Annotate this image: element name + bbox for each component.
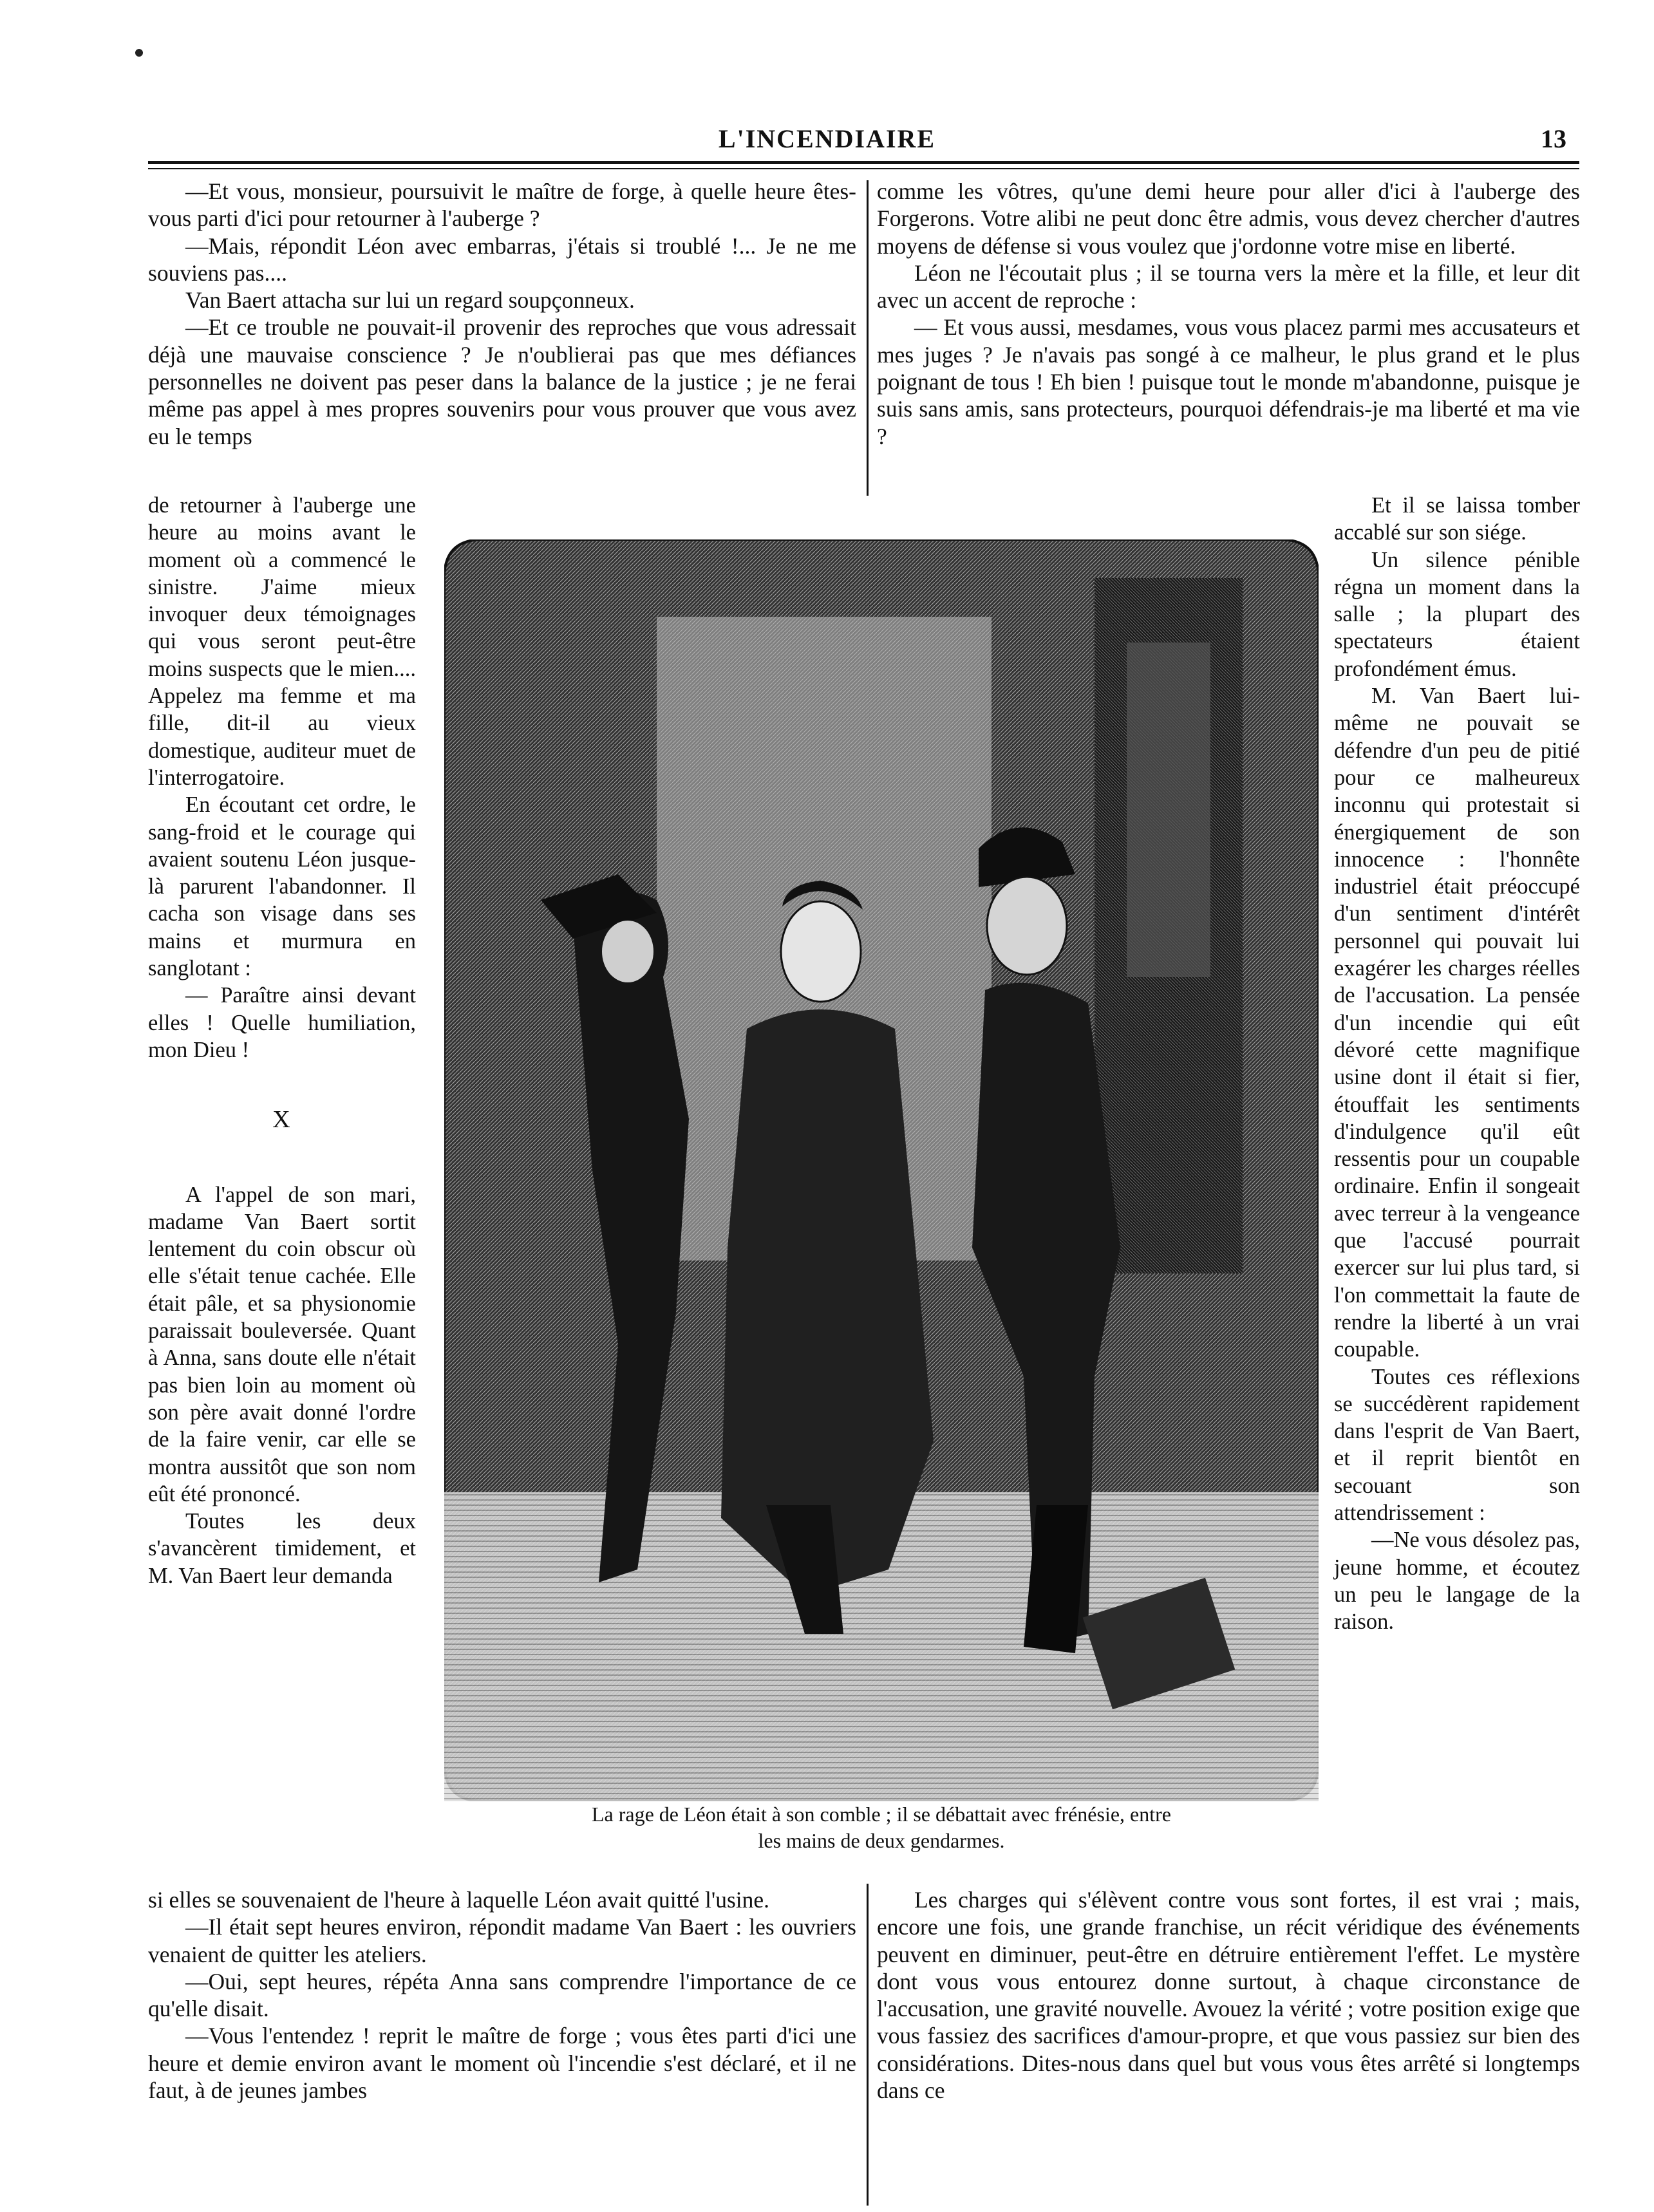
paragraph: —Il était sept heures environ, répondit madame Van Baert : les ouvriers venaient de quitter les ateliers.: [148, 1914, 856, 1967]
paragraph: Et il se laissa tomber accablé sur son siége.: [1334, 493, 1580, 545]
right-column-top: [877, 178, 1580, 450]
header-rule-thin: [148, 168, 1579, 169]
right-narrow-column: [1334, 492, 1580, 1635]
paragraph: Toutes les deux s'avancèrent timidement, et M. Van Baert leur demanda: [148, 1509, 416, 1588]
paragraph: comme les vôtres, qu'une demi heure pour aller d'ici à l'auberge des Forgerons. Votre alibi ne peut donc être admis, vous devez chercher d'autres moyens de défense si vous voulez que j'ordonne votre mise en liberté.: [877, 178, 1580, 259]
ink-speck: [135, 49, 143, 57]
paragraph: —Mais, répondit Léon avec embarras, j'étais si troublé !... Je ne me souviens pas....: [148, 232, 856, 286]
left-column-top: [148, 178, 856, 450]
caption-line: La rage de Léon était à son comble ; il se débattait avec frénésie, entre: [591, 1803, 1171, 1826]
engraving-illustration: [444, 539, 1319, 1801]
page-number: 13: [1541, 124, 1566, 153]
paragraph: — Paraître ainsi devant elles ! Quelle humiliation, mon Dieu !: [148, 983, 416, 1062]
paragraph: Toutes ces réflexions se succédèrent rapidement dans l'esprit de Van Baert, et il reprit bientôt en secouant son attendrissement :: [1334, 1364, 1580, 1525]
running-title: L'INCENDIAIRE: [718, 124, 936, 153]
paragraph: —Et ce trouble ne pouvait-il provenir des reproches que vous adressait déjà une mauvaise conscience ? Je n'oublierai pas que mes défiances personnelles ne doivent pas peser dans la balance de la justice ; je ne ferai même pas appel à mes propres souvenirs pour vous prouver que vous avez eu le temps: [148, 314, 856, 449]
paragraph: —Vous l'entendez ! reprit le maître de forge ; vous êtes parti d'ici une heure et demie environ avant le moment où l'incendie s'est déclaré, et il ne faut, à de jeunes jambes: [148, 2023, 856, 2104]
paragraph: M. Van Baert lui-même ne pouvait se défendre d'un peu de pitié pour ce malheureux inconnu qui protestait si énergiquement de son innocence : l'honnête industriel était préoccupé d'un sentiment d'intérêt personnel qui pouvait lui exagérer les charges réelles de l'accusation. La pensée d'un incendie qui eût dévoré cette magnifique usine dont il était si fier, étouffait les sentiments d'indulgence qu'il eût ressentis pour un coupable ordinaire. Enfin il songeait avec terreur à la vengeance que l'accusé pourrait exercer sur lui plus tard, si l'on commettait la faute de rendre la liberté à un vrai coupable.: [1334, 684, 1580, 1362]
paragraph: — Et vous aussi, mesdames, vous vous placez parmi mes accusateurs et mes juges ? Je n'avais pas songé à ce malheur, le plus grand et le plus poignant de tous ! Eh bien ! puisque tout le monde m'abandonne, puisque je suis sans amis, sans protecteurs, pourquoi défendrais-je ma liberté et ma vie ?: [877, 314, 1580, 449]
paragraph: —Oui, sept heures, répéta Anna sans comprendre l'importance de ce qu'elle disait.: [148, 1968, 856, 2022]
header-rule-thick: [148, 161, 1579, 164]
column-divider-bottom: [867, 1884, 869, 2206]
paragraph: Un silence pénible régna un moment dans la salle ; la plupart des spectateurs étaient profondément émus.: [1334, 547, 1580, 681]
caption-line: les mains de deux gendarmes.: [758, 1829, 1005, 1852]
paragraph: Léon ne l'écoutait plus ; il se tourna vers la mère et la fille, et leur dit avec un accent de reproche :: [877, 259, 1580, 314]
left-narrow-column: [148, 492, 416, 1589]
left-column-bottom: [148, 1886, 856, 2104]
chapter-heading: X: [272, 1106, 292, 1134]
paragraph: Van Baert attacha sur lui un regard soupçonneux.: [185, 287, 635, 314]
paragraph: —Et vous, monsieur, poursuivit le maître de forge, à quelle heure êtes-vous parti d'ici pour retourner à l'auberge ?: [148, 178, 856, 232]
illustration-caption: [438, 1801, 1325, 1854]
paragraph: de retourner à l'auberge une heure au moins avant le moment où a commencé le sinistre. J'aime mieux invoquer deux témoignages qui vous seront peut-être moins suspects que le mien.... Appelez ma femme et ma fille, dit-il au vieux domestique, auditeur muet de l'interrogatoire.: [148, 493, 416, 790]
right-column-bottom: [877, 1886, 1580, 2104]
paragraph: En écoutant cet ordre, le sang-froid et le courage qui avaient soutenu Léon jusque-là parurent l'abandonner. Il cacha son visage dans ses mains et murmura en sanglotant :: [148, 792, 416, 981]
column-divider-top: [867, 180, 869, 496]
paragraph: A l'appel de son mari, madame Van Baert sortit lentement du coin obscur où elle s'était tenue cachée. Elle était pâle, et sa physionomie paraissait bouleversée. Quant à Anna, sans doute elle n'était pas bien loin au moment où son père avait donné l'ordre de la faire venir, car elle se montra aussitôt que son nom eût été prononcé.: [148, 1182, 416, 1506]
paragraph: Les charges qui s'élèvent contre vous sont fortes, il est vrai ; mais, encore une fois, une grande franchise, un récit véridique des événements peuvent en diminuer, peut-être en détruire entièrement l'effet. Le mystère dont vous vous entourez donne surtout, à chaque circonstance de l'accusation, une gravité nouvelle. Avouez la vérité ; votre position exige que vous fassiez des sacrifices d'amour-propre, et que vous passiez sur bien des considérations. Dites-nous dans quel but vous vous êtes arrêté si longtemps dans ce: [877, 1887, 1580, 2104]
paragraph: si elles se souvenaient de l'heure à laquelle Léon avait quitté l'usine.: [148, 1887, 770, 1913]
paragraph: —Ne vous désolez pas, jeune homme, et écoutez un peu le langage de la raison.: [1334, 1528, 1580, 1635]
